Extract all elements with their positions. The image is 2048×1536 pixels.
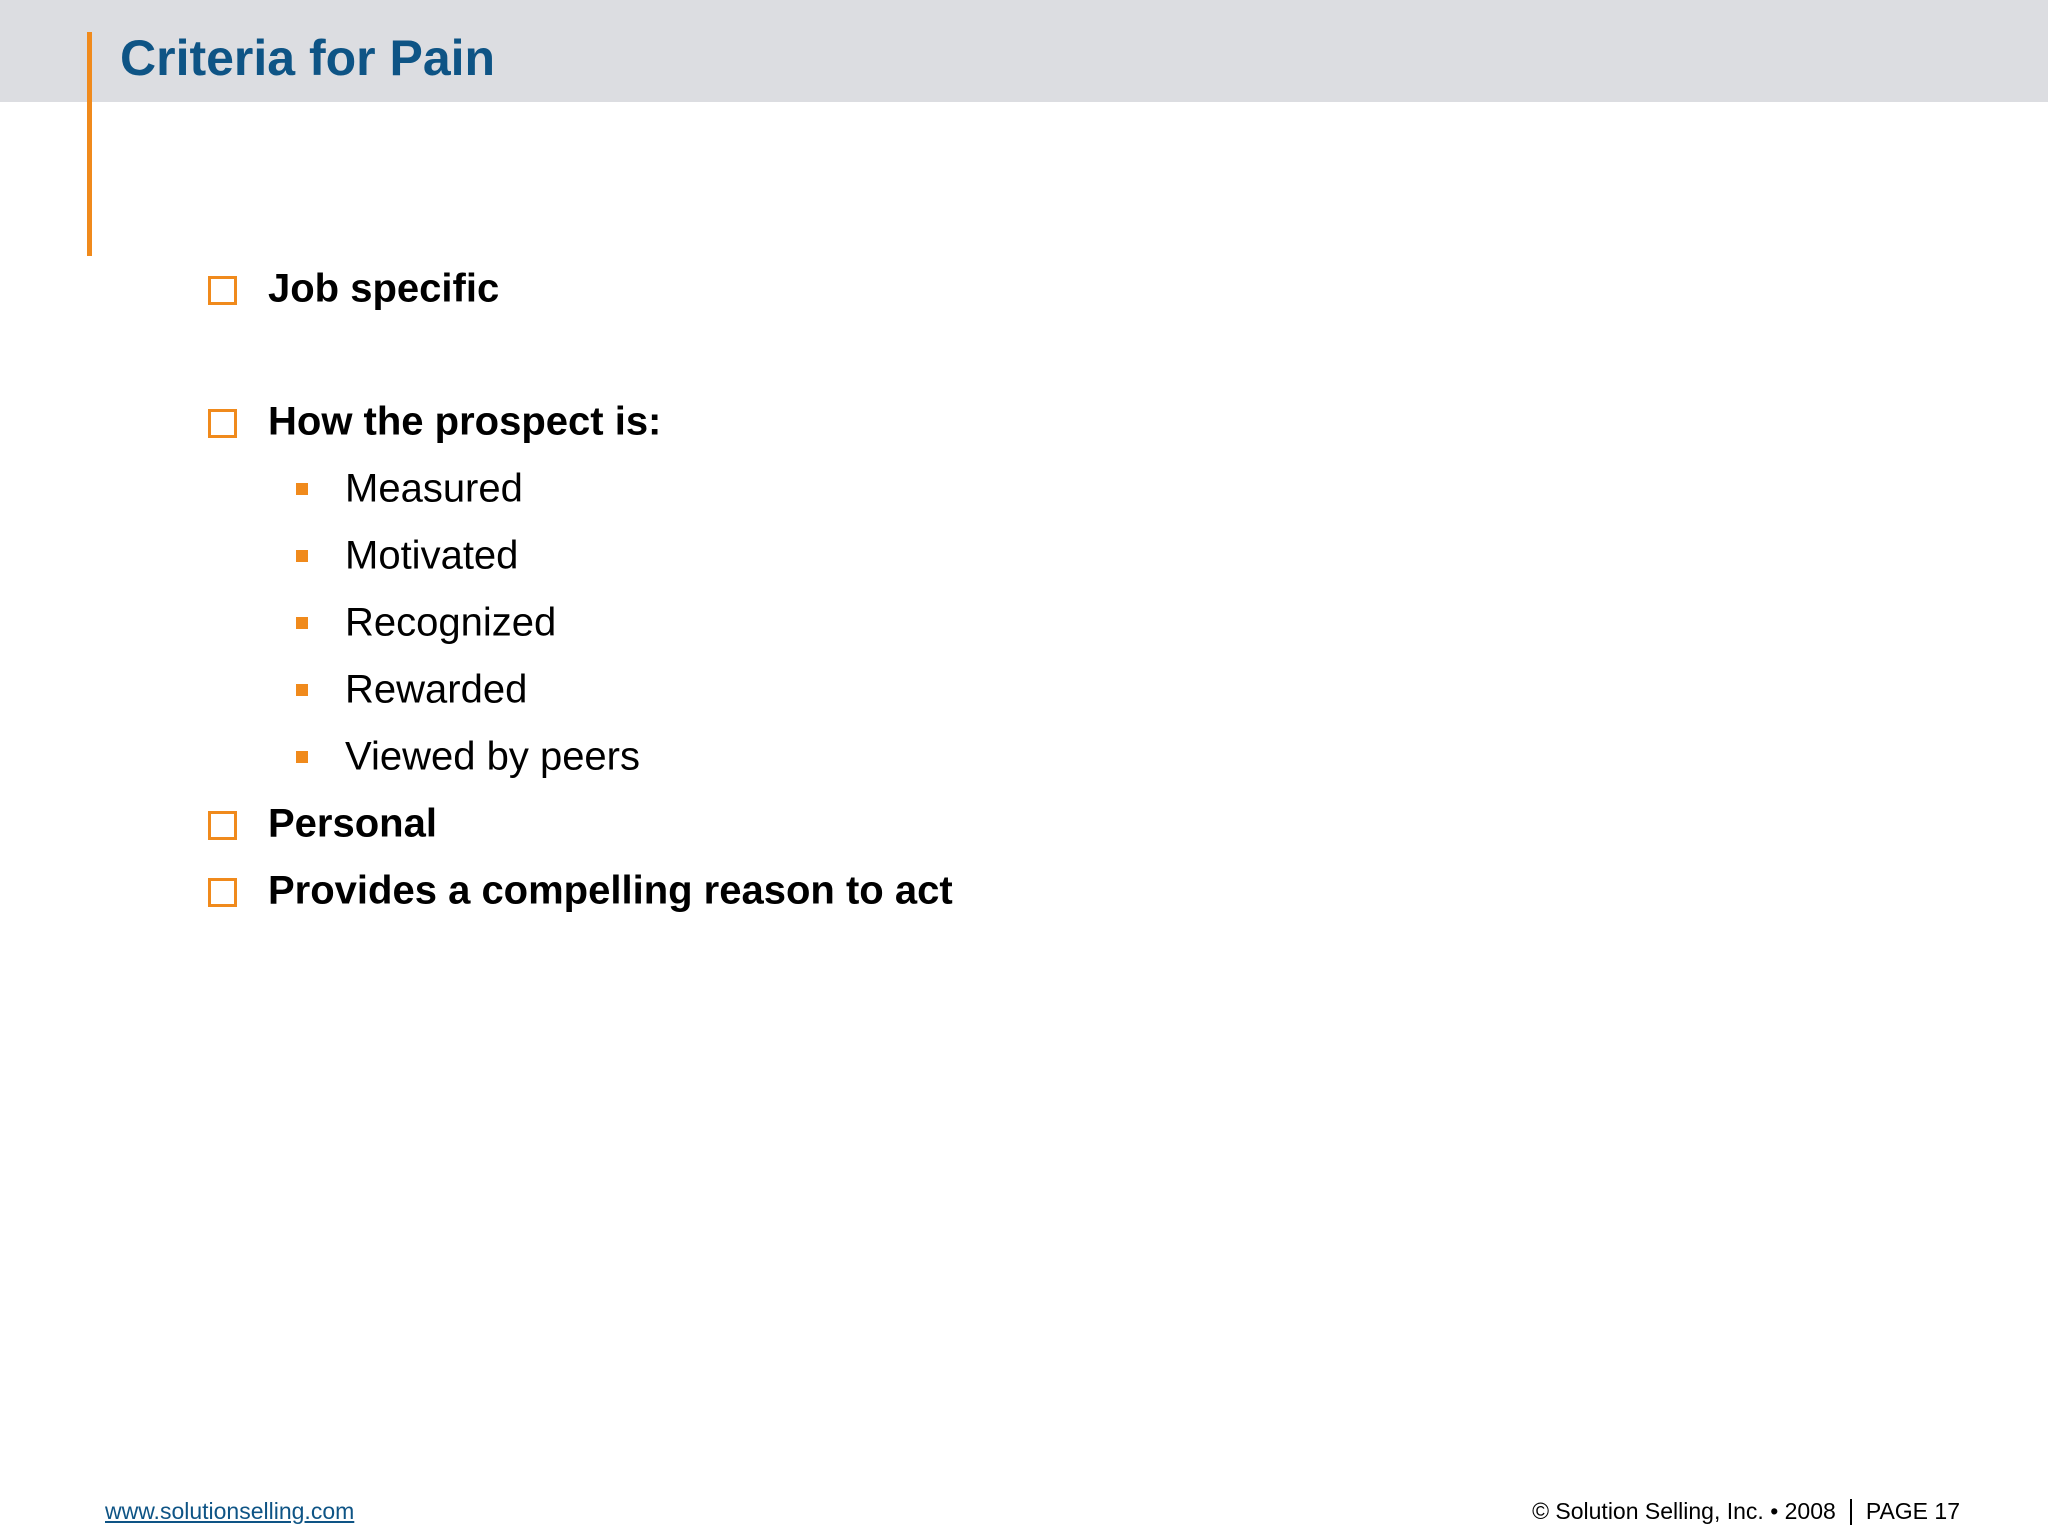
slide-title: Criteria for Pain: [120, 30, 496, 86]
bullet-text: Job specific: [268, 266, 500, 311]
bullet-text: Provides a compelling reason to act: [268, 868, 953, 913]
sub-bullet-text: Recognized: [345, 600, 557, 645]
footer-website-link[interactable]: www.solutionselling.com: [105, 1498, 355, 1524]
square-bullet-icon: [296, 684, 308, 696]
checkbox-bullet-icon: [208, 409, 237, 438]
sub-bullet-text: Motivated: [345, 533, 519, 578]
bullet-text: How the prospect is:: [268, 399, 662, 444]
footer-info: [1532, 1498, 1960, 1525]
footer-copyright: © Solution Selling, Inc. • 2008: [1532, 1498, 1836, 1524]
footer-page-number: PAGE 17: [1865, 1498, 1960, 1524]
checkbox-bullet-icon: [208, 811, 237, 840]
sub-bullet-text: Viewed by peers: [345, 734, 640, 779]
square-bullet-icon: [296, 550, 308, 562]
bullet-text: Personal: [268, 801, 437, 846]
sub-bullet-text: Rewarded: [345, 667, 528, 712]
square-bullet-icon: [296, 751, 308, 763]
accent-line: [87, 32, 92, 256]
checkbox-bullet-icon: [208, 276, 237, 305]
square-bullet-icon: [296, 483, 308, 495]
checkbox-bullet-icon: [208, 878, 237, 907]
footer-divider: [1850, 1499, 1852, 1525]
square-bullet-icon: [296, 617, 308, 629]
sub-bullet-text: Measured: [345, 466, 523, 511]
